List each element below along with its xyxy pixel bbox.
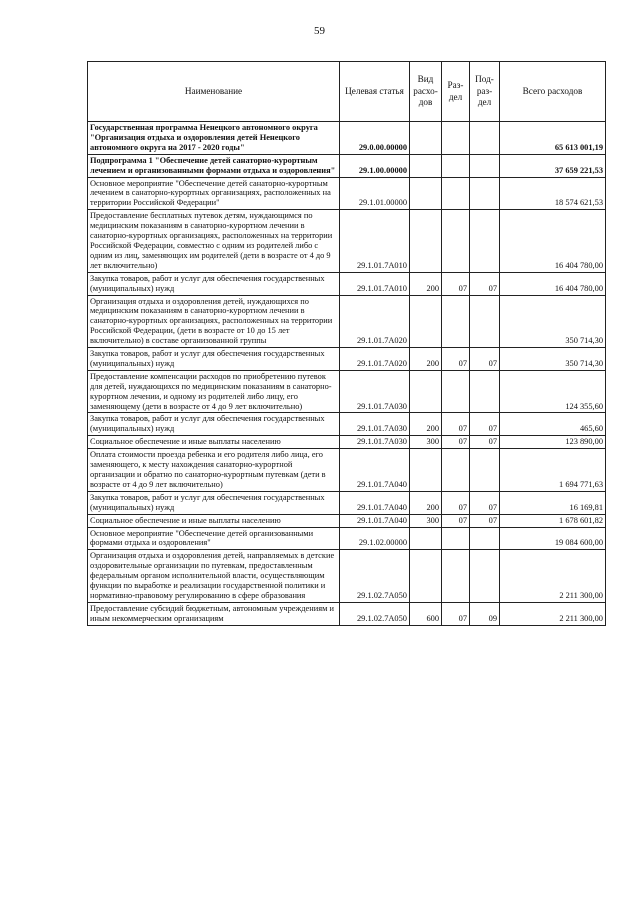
row-subsection: 07 bbox=[470, 413, 500, 436]
row-subsection bbox=[470, 210, 500, 272]
row-section bbox=[442, 370, 470, 413]
row-expense-type: 300 bbox=[410, 436, 442, 449]
row-target-article: 29.1.01.7А040 bbox=[340, 449, 410, 492]
row-section bbox=[442, 210, 470, 272]
row-expense-type bbox=[410, 449, 442, 492]
header-subsection: Под-раз-дел bbox=[470, 62, 500, 122]
header-expense-type: Вид расхо-дов bbox=[410, 62, 442, 122]
table-row bbox=[88, 527, 606, 550]
row-section bbox=[442, 295, 470, 348]
table-row bbox=[88, 348, 606, 371]
row-target-article: 29.1.01.7А040 bbox=[340, 491, 410, 514]
row-total: 1 678 601,82 bbox=[500, 514, 606, 527]
row-section bbox=[442, 449, 470, 492]
row-total: 465,60 bbox=[500, 413, 606, 436]
row-expense-type bbox=[410, 370, 442, 413]
row-subsection bbox=[470, 527, 500, 550]
row-total: 2 211 300,00 bbox=[500, 550, 606, 603]
row-name: Основное мероприятие "Обеспечение детей организованными формами отдыха и оздоровления" bbox=[88, 527, 340, 550]
row-total: 124 355,60 bbox=[500, 370, 606, 413]
row-target-article: 29.1.01.7А010 bbox=[340, 210, 410, 272]
row-target-article: 29.1.01.7А030 bbox=[340, 370, 410, 413]
header-target-article: Целевая статья bbox=[340, 62, 410, 122]
row-total: 16 404 780,00 bbox=[500, 272, 606, 295]
row-section bbox=[442, 527, 470, 550]
row-expense-type: 300 bbox=[410, 514, 442, 527]
row-total: 350 714,30 bbox=[500, 348, 606, 371]
table-row bbox=[88, 272, 606, 295]
table-row bbox=[88, 370, 606, 413]
row-expense-type: 200 bbox=[410, 491, 442, 514]
row-target-article: 29.1.01.00000 bbox=[340, 177, 410, 210]
header-name: Наименование bbox=[88, 62, 340, 122]
row-subsection bbox=[470, 370, 500, 413]
table-row bbox=[88, 177, 606, 210]
row-section: 07 bbox=[442, 514, 470, 527]
row-section: 07 bbox=[442, 413, 470, 436]
row-target-article: 29.1.01.7А040 bbox=[340, 514, 410, 527]
row-subsection bbox=[470, 449, 500, 492]
budget-table bbox=[87, 61, 606, 626]
row-name: Закупка товаров, работ и услуг для обеспечения государственных (муниципальных) нужд bbox=[88, 272, 340, 295]
row-target-article: 29.1.01.7А020 bbox=[340, 295, 410, 348]
row-target-article: 29.1.01.7А010 bbox=[340, 272, 410, 295]
row-target-article: 29.0.00.00000 bbox=[340, 122, 410, 155]
page-number: 59 bbox=[314, 25, 325, 37]
row-section: 07 bbox=[442, 491, 470, 514]
row-total: 37 659 221,53 bbox=[500, 154, 606, 177]
table-row bbox=[88, 122, 606, 155]
row-subsection bbox=[470, 295, 500, 348]
table-row bbox=[88, 602, 606, 625]
row-expense-type: 200 bbox=[410, 348, 442, 371]
row-subsection: 07 bbox=[470, 491, 500, 514]
table-row bbox=[88, 295, 606, 348]
row-section bbox=[442, 550, 470, 603]
row-total: 65 613 001,19 bbox=[500, 122, 606, 155]
row-target-article: 29.1.02.7А050 bbox=[340, 550, 410, 603]
row-expense-type: 600 bbox=[410, 602, 442, 625]
row-name: Оплата стоимости проезда ребенка и его родителя либо лица, его заменяющего, к месту нахождения санаторно-курортной организации и обратно по санаторно-курортным путевкам (дети в возрасте от 4 до 9 лет включительно) bbox=[88, 449, 340, 492]
row-total: 123 890,00 bbox=[500, 436, 606, 449]
table-row bbox=[88, 491, 606, 514]
row-name: Организация отдыха и оздоровления детей, нуждающихся по медицинским показаниям в санаторно-курортном лечении в санаторно-курортных организациях, расположенных на территории Российской Федерации, (дети в возрасте от 10 до 15 лет включительно) в составе организованной группы bbox=[88, 295, 340, 348]
row-subsection bbox=[470, 154, 500, 177]
row-section: 07 bbox=[442, 602, 470, 625]
row-total: 1 694 771,63 bbox=[500, 449, 606, 492]
table-row bbox=[88, 449, 606, 492]
row-total: 16 169,81 bbox=[500, 491, 606, 514]
row-name: Социальное обеспечение и иные выплаты населению bbox=[88, 514, 340, 527]
row-expense-type bbox=[410, 122, 442, 155]
row-name: Основное мероприятие "Обеспечение детей санаторно-курортным лечением в санаторно-курортных организациях, расположенных на территории Российской Федерации" bbox=[88, 177, 340, 210]
row-name: Закупка товаров, работ и услуг для обеспечения государственных (муниципальных) нужд bbox=[88, 348, 340, 371]
row-name: Социальное обеспечение и иные выплаты населению bbox=[88, 436, 340, 449]
row-subsection: 07 bbox=[470, 514, 500, 527]
row-subsection: 09 bbox=[470, 602, 500, 625]
row-name: Закупка товаров, работ и услуг для обеспечения государственных (муниципальных) нужд bbox=[88, 413, 340, 436]
row-expense-type bbox=[410, 177, 442, 210]
table-row bbox=[88, 210, 606, 272]
row-name: Предоставление компенсации расходов по приобретению путевок для детей, нуждающихся по медицинским показаниям в санаторно-курортном лечении, и одному из родителей либо лицу, его заменяющему (дети в возрасте от 4 до 9 лет включительно) bbox=[88, 370, 340, 413]
row-subsection: 07 bbox=[470, 348, 500, 371]
row-target-article: 29.1.01.7А020 bbox=[340, 348, 410, 371]
table-body bbox=[88, 122, 606, 626]
row-subsection bbox=[470, 122, 500, 155]
row-section: 07 bbox=[442, 272, 470, 295]
row-section bbox=[442, 154, 470, 177]
table-row bbox=[88, 514, 606, 527]
row-expense-type: 200 bbox=[410, 272, 442, 295]
row-target-article: 29.1.01.7А030 bbox=[340, 436, 410, 449]
row-subsection bbox=[470, 177, 500, 210]
row-subsection: 07 bbox=[470, 436, 500, 449]
row-section bbox=[442, 122, 470, 155]
row-expense-type: 200 bbox=[410, 413, 442, 436]
row-target-article: 29.1.00.00000 bbox=[340, 154, 410, 177]
row-expense-type bbox=[410, 550, 442, 603]
row-name: Государственная программа Ненецкого автономного округа "Организация отдыха и оздоровления детей Ненецкого автономного округа на 2017 - 2020 годы" bbox=[88, 122, 340, 155]
table-header-row bbox=[88, 62, 606, 122]
row-total: 16 404 780,00 bbox=[500, 210, 606, 272]
row-total: 18 574 621,53 bbox=[500, 177, 606, 210]
row-total: 2 211 300,00 bbox=[500, 602, 606, 625]
row-total: 350 714,30 bbox=[500, 295, 606, 348]
table-row bbox=[88, 550, 606, 603]
row-target-article: 29.1.01.7А030 bbox=[340, 413, 410, 436]
row-section: 07 bbox=[442, 436, 470, 449]
table-row bbox=[88, 436, 606, 449]
row-name: Предоставление субсидий бюджетным, автономным учреждениям и иным некоммерческим организациям bbox=[88, 602, 340, 625]
row-expense-type bbox=[410, 154, 442, 177]
row-expense-type bbox=[410, 527, 442, 550]
row-section: 07 bbox=[442, 348, 470, 371]
row-subsection bbox=[470, 550, 500, 603]
row-name: Подпрограмма 1 "Обеспечение детей санаторно-курортным лечением и организованными формами отдыха и оздоровления" bbox=[88, 154, 340, 177]
row-total: 19 084 600,00 bbox=[500, 527, 606, 550]
row-target-article: 29.1.02.7А050 bbox=[340, 602, 410, 625]
header-total: Всего расходов bbox=[500, 62, 606, 122]
table-row bbox=[88, 413, 606, 436]
table-row bbox=[88, 154, 606, 177]
row-expense-type bbox=[410, 210, 442, 272]
row-name: Предоставление бесплатных путевок детям, нуждающимся по медицинским показаниям в санаторно-курортном лечении в санаторно-курортных организациях, расположенных на территории Российской Федерации, совместно с одним из родителей либо с одним из лиц, заменяющих им родителей (дети в возрасте от 4 до 9 лет включительно) bbox=[88, 210, 340, 272]
header-section: Раз-дел bbox=[442, 62, 470, 122]
row-name: Организация отдыха и оздоровления детей, направляемых в детские оздоровительные организации по путевкам, предоставленным федеральным органом исполнительной власти, осуществляющим функции по выработке и реализации государственной политики и нормативно-правовому регулированию в сфере образования bbox=[88, 550, 340, 603]
row-subsection: 07 bbox=[470, 272, 500, 295]
row-name: Закупка товаров, работ и услуг для обеспечения государственных (муниципальных) нужд bbox=[88, 491, 340, 514]
row-section bbox=[442, 177, 470, 210]
row-expense-type bbox=[410, 295, 442, 348]
row-target-article: 29.1.02.00000 bbox=[340, 527, 410, 550]
